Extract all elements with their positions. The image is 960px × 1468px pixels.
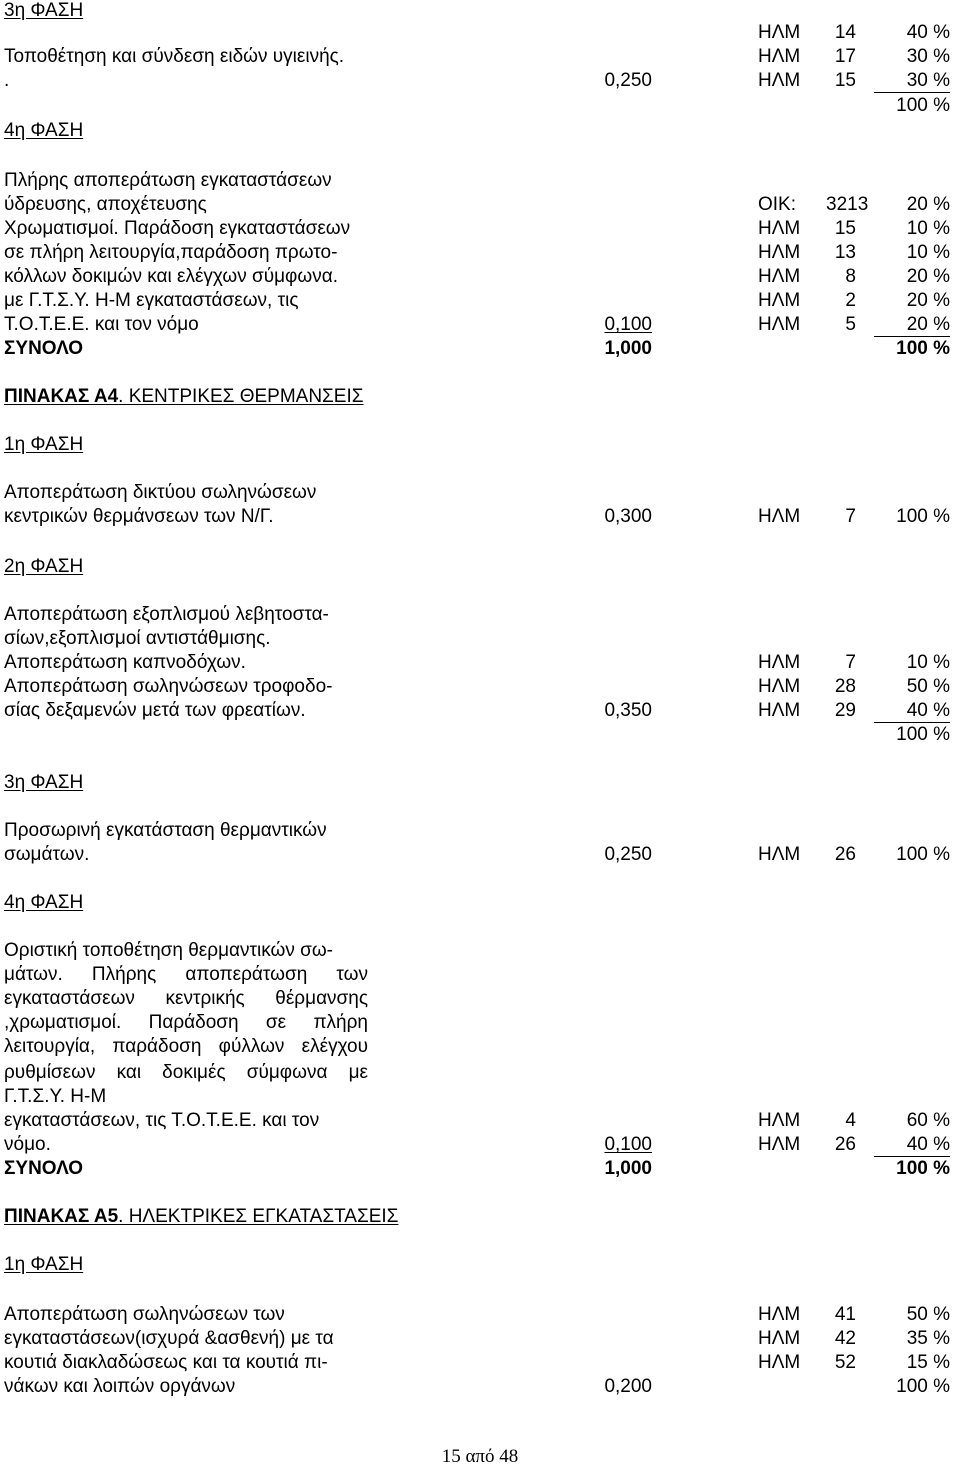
work-number: 42	[834, 1328, 856, 1349]
document-line	[0, 46, 960, 68]
phase-percentage: 30 %	[906, 46, 950, 67]
document-line	[0, 724, 960, 746]
document-line	[0, 676, 960, 698]
line-text: εγκαταστάσεων, τις Τ.Ο.Τ.Ε.Ε. και τον	[4, 1110, 320, 1131]
work-code: ΗΛΜ	[758, 218, 801, 239]
work-number: 13	[834, 242, 856, 263]
line-text: Τ.Ο.Τ.Ε.Ε. και τον νόμο	[4, 314, 199, 335]
work-number: 52	[834, 1352, 856, 1373]
document-line	[0, 988, 960, 1010]
phase-percentage: 50 %	[906, 676, 950, 697]
work-code: ΗΛΜ	[758, 1134, 801, 1155]
document-line	[0, 892, 960, 914]
work-number: 7	[845, 652, 856, 673]
line-text: σίας δεξαμενών μετά των φρεατίων.	[4, 700, 306, 721]
cost-factor: 0,100	[604, 1134, 652, 1155]
line-text	[4, 1206, 398, 1228]
work-code: ΗΛΜ	[758, 266, 801, 287]
cost-factor: 0,350	[604, 700, 652, 721]
work-code: ΟΙΚ:	[758, 194, 797, 215]
document-line	[0, 95, 960, 117]
line-text: 4η ΦΑΣΗ	[4, 892, 84, 913]
phase-percentage: 15 %	[906, 1352, 950, 1373]
work-code: ΗΛΜ	[758, 314, 801, 335]
work-number: 3213	[826, 194, 869, 215]
work-number: 26	[834, 844, 856, 865]
page-number-footer: 15 από 48	[441, 1446, 519, 1467]
document-line	[0, 1328, 960, 1350]
work-code: ΗΛΜ	[758, 676, 801, 697]
phase-percentage: 40 %	[874, 1134, 950, 1157]
line-text: Προσωρινή εγκατάσταση θερμαντικών	[4, 820, 327, 841]
line-text: κόλλων δοκιμών και ελέγχων σύμφωνα.	[4, 266, 338, 287]
cost-factor: 1,000	[604, 338, 652, 359]
work-number: 17	[834, 46, 856, 67]
work-code: ΗΛΜ	[758, 46, 801, 67]
phase-percentage: 100 %	[896, 95, 950, 116]
work-number: 7	[845, 506, 856, 527]
document-line	[0, 1110, 960, 1132]
cost-factor: 1,000	[604, 1158, 652, 1179]
line-text: Χρωματισμοί. Παράδοση εγκαταστάσεων	[4, 218, 351, 239]
work-number: 14	[834, 22, 856, 43]
table-heading-title: . ΗΛΕΚΤΡΙΚΕΣ ΕΓΚΑΤΑΣΤΑΣΕΙΣ	[118, 1206, 399, 1227]
line-text: Αποπεράτωση σωληνώσεων των	[4, 1304, 285, 1325]
line-text: σίων,εξοπλισμοί αντιστάθμισης.	[4, 628, 271, 649]
document-line	[0, 1012, 960, 1034]
document-line	[0, 434, 960, 456]
line-text: 1η ΦΑΣΗ	[4, 1254, 84, 1275]
line-text: με Γ.Τ.Σ.Υ. Η-Μ εγκαταστάσεων, τις	[4, 290, 299, 311]
line-text: 4η ΦΑΣΗ	[4, 120, 84, 141]
work-number: 41	[834, 1304, 856, 1325]
document-line	[0, 482, 960, 504]
line-text: .	[4, 70, 10, 91]
document-line	[0, 506, 960, 528]
line-text	[4, 386, 364, 408]
line-text: Αποπεράτωση εξοπλισμού λεβητοστα-	[4, 604, 329, 625]
document-line	[0, 0, 960, 22]
line-text: 3η ΦΑΣΗ	[4, 772, 84, 793]
phase-percentage: 20 %	[906, 194, 950, 215]
work-number: 26	[834, 1134, 856, 1155]
table-heading-label: ΠΙΝΑΚΑΣ Α4	[4, 386, 119, 407]
document-line	[0, 338, 960, 360]
phase-percentage: 100 %	[896, 338, 950, 359]
document-line	[0, 652, 960, 674]
line-text: νάκων και λοιπών οργάνων	[4, 1376, 236, 1397]
table-heading-title: . ΚΕΝΤΡΙΚΕΣ ΘΕΡΜΑΝΣΕΙΣ	[118, 386, 364, 407]
phase-percentage: 20 %	[906, 266, 950, 287]
document-line	[0, 194, 960, 216]
phase-percentage: 100 %	[896, 1158, 950, 1179]
line-text: λειτουργία, παράδοση φύλλων ελέγχου	[4, 1036, 368, 1057]
work-code: ΗΛΜ	[758, 1304, 801, 1325]
document-line	[0, 820, 960, 842]
document-line	[0, 242, 960, 264]
document-line	[0, 1134, 960, 1156]
line-text: Γ.Τ.Σ.Υ. Η-Μ	[4, 1086, 107, 1107]
phase-percentage: 100 %	[896, 844, 950, 865]
table-heading-label: ΠΙΝΑΚΑΣ Α5	[4, 1206, 119, 1227]
work-code: ΗΛΜ	[758, 506, 801, 527]
line-text: 3η ΦΑΣΗ	[4, 0, 84, 21]
phase-percentage: 30 %	[874, 70, 950, 93]
line-text: 2η ΦΑΣΗ	[4, 556, 84, 577]
document-line	[0, 556, 960, 578]
work-code: ΗΛΜ	[758, 1110, 801, 1131]
phase-percentage: 50 %	[906, 1304, 950, 1325]
work-number: 29	[834, 700, 856, 721]
work-code: ΗΛΜ	[758, 1328, 801, 1349]
document-line	[0, 1036, 960, 1058]
line-text: εγκαταστάσεων κεντρικής θέρμανσης	[4, 988, 368, 1009]
line-text: Αποπεράτωση καπνοδόχων.	[4, 652, 246, 673]
document-line	[0, 218, 960, 240]
line-text: ΣΥΝΟΛΟ	[4, 338, 84, 359]
document-line	[0, 1376, 960, 1398]
work-code: ΗΛΜ	[758, 70, 801, 91]
phase-percentage: 10 %	[906, 242, 950, 263]
document-line	[0, 964, 960, 986]
document-line	[0, 386, 960, 408]
work-code: ΗΛΜ	[758, 290, 801, 311]
document-line	[0, 70, 960, 92]
document-line	[0, 266, 960, 288]
work-number: 4	[845, 1110, 856, 1131]
phase-percentage: 100 %	[896, 724, 950, 745]
document-line	[0, 628, 960, 650]
phase-percentage: 35 %	[906, 1328, 950, 1349]
document-line	[0, 940, 960, 962]
phase-percentage: 100 %	[896, 1376, 950, 1397]
work-code: ΗΛΜ	[758, 652, 801, 673]
work-code: ΗΛΜ	[758, 1352, 801, 1373]
phase-percentage: 100 %	[896, 506, 950, 527]
line-text: κεντρικών θερμάνσεων των Ν/Γ.	[4, 506, 274, 527]
work-number: 8	[845, 266, 856, 287]
work-number: 15	[834, 70, 856, 91]
phase-percentage: 40 %	[874, 700, 950, 723]
line-text: σε πλήρη λειτουργία,παράδοση πρωτο-	[4, 242, 338, 263]
line-text: εγκαταστάσεων(ισχυρά &ασθενή) με τα	[4, 1328, 334, 1349]
cost-factor: 0,250	[604, 70, 652, 91]
cost-factor: 0,200	[604, 1376, 652, 1397]
work-code: ΗΛΜ	[758, 22, 801, 43]
line-text: μάτων. Πλήρης αποπεράτωση των	[4, 964, 368, 985]
line-text: Πλήρης αποπεράτωση εγκαταστάσεων	[4, 170, 332, 191]
document-line	[0, 772, 960, 794]
cost-factor: 0,100	[604, 314, 652, 335]
phase-percentage: 40 %	[906, 22, 950, 43]
line-text: Αποπεράτωση σωληνώσεων τροφοδο-	[4, 676, 333, 697]
document-line	[0, 120, 960, 142]
phase-percentage: 20 %	[906, 290, 950, 311]
work-number: 2	[845, 290, 856, 311]
document-line	[0, 844, 960, 866]
document-line	[0, 314, 960, 336]
document-line	[0, 700, 960, 722]
work-code: ΗΛΜ	[758, 844, 801, 865]
work-number: 28	[834, 676, 856, 697]
line-text: κουτιά διακλαδώσεως και τα κουτιά πι-	[4, 1352, 328, 1373]
line-text: ΣΥΝΟΛΟ	[4, 1158, 84, 1179]
work-number: 15	[834, 218, 856, 239]
document-line	[0, 1304, 960, 1326]
phase-percentage: 10 %	[906, 218, 950, 239]
line-text: Αποπεράτωση δικτύου σωληνώσεων	[4, 482, 317, 503]
line-text: ρυθμίσεων και δοκιμές σύμφωνα με	[4, 1062, 368, 1083]
document-line	[0, 1254, 960, 1276]
work-code: ΗΛΜ	[758, 700, 801, 721]
document-line	[0, 1086, 960, 1108]
cost-factor: 0,250	[604, 844, 652, 865]
work-code: ΗΛΜ	[758, 242, 801, 263]
line-text: σωμάτων.	[4, 844, 90, 865]
document-line	[0, 1352, 960, 1374]
phase-percentage: 10 %	[906, 652, 950, 673]
document-line	[0, 170, 960, 192]
document-line	[0, 290, 960, 312]
cost-factor: 0,300	[604, 506, 652, 527]
document-line	[0, 22, 960, 44]
line-text: Οριστική τοποθέτηση θερμαντικών σω-	[4, 940, 334, 961]
document-line	[0, 604, 960, 626]
document-line	[0, 1062, 960, 1084]
document-line	[0, 1206, 960, 1228]
line-text: ύδρευσης, αποχέτευσης	[4, 194, 207, 215]
line-text: ,χρωματισμοί. Παράδοση σε πλήρη	[4, 1012, 368, 1033]
work-number: 5	[845, 314, 856, 335]
document-line	[0, 1158, 960, 1180]
line-text: 1η ΦΑΣΗ	[4, 434, 84, 455]
line-text: Τοποθέτηση και σύνδεση ειδών υγιεινής.	[4, 46, 345, 67]
phase-percentage: 20 %	[874, 314, 950, 337]
phase-percentage: 60 %	[906, 1110, 950, 1131]
line-text: νόμο.	[4, 1134, 51, 1155]
